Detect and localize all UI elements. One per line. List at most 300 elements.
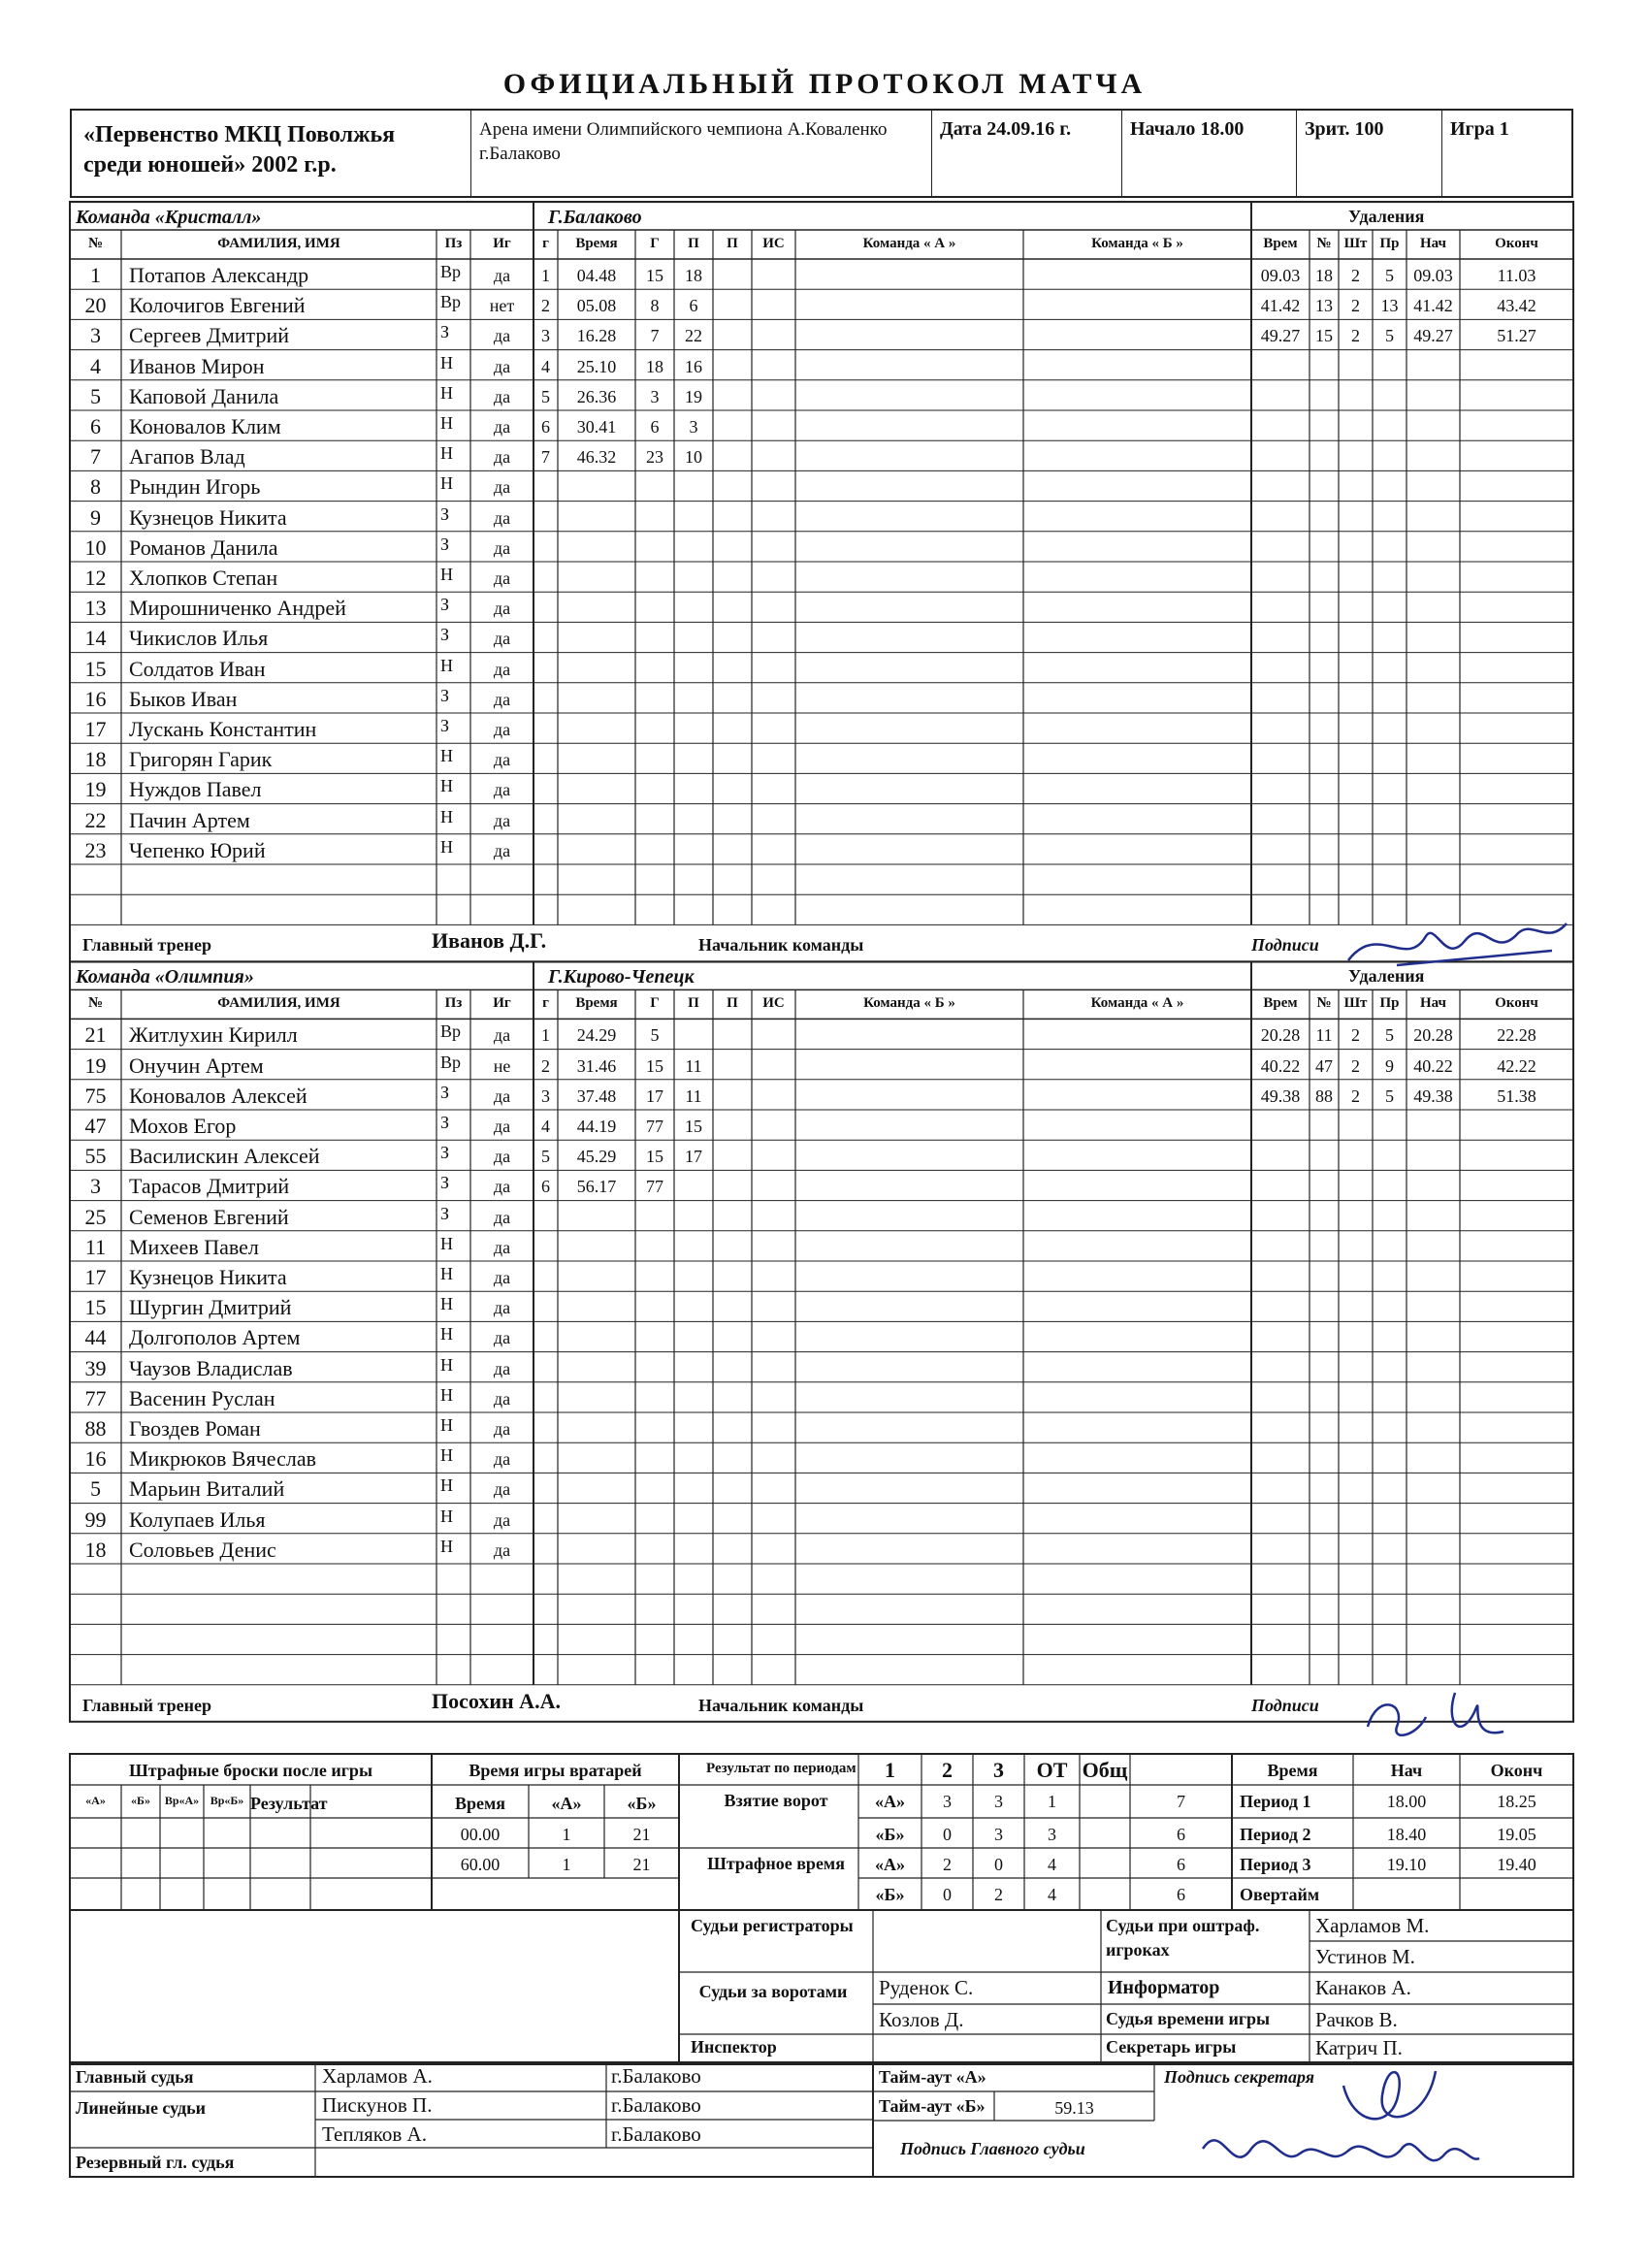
player-name: Чаузов Владислав (129, 1355, 293, 1380)
player-position: Н (440, 1445, 453, 1466)
penalty-value: 49.27 (1260, 326, 1301, 346)
player-played: да (493, 447, 511, 468)
column-header: Время (575, 236, 618, 251)
player-position: З (440, 322, 450, 342)
goal-assist: 16 (685, 356, 702, 376)
player-name: Василискин Алексей (129, 1144, 320, 1169)
column-header: г (542, 236, 549, 251)
player-played: да (493, 1207, 511, 1227)
player-name: Соловьев Денис (129, 1537, 276, 1562)
penalty-value: 20.28 (1260, 1025, 1301, 1046)
goal-time: 56.17 (576, 1177, 617, 1197)
period-end: 19.40 (1497, 1855, 1536, 1874)
player-position: Н (440, 1536, 453, 1556)
player-played: да (493, 1085, 511, 1106)
penalty-value: 41.42 (1413, 296, 1453, 316)
penalty-value: 18 (1315, 266, 1333, 285)
goalie-column: «Б» (627, 1794, 657, 1813)
player-played: да (493, 356, 511, 376)
goal-scorer: 15 (646, 1055, 663, 1076)
penalty-value: 5 (1385, 266, 1394, 285)
player-position: Вр (440, 1052, 462, 1072)
linesman: Тепляков А. (322, 2122, 427, 2146)
column-header: Врем (1263, 995, 1298, 1012)
column-header: Г (650, 995, 660, 1012)
column-header: Оконч (1495, 995, 1538, 1012)
goal-assist: 3 (689, 417, 698, 437)
goal-judge: Руденок С. (879, 1976, 974, 1999)
goal-index: 3 (541, 1085, 550, 1106)
player-name: Коновалов Клим (129, 414, 281, 438)
column-header: Врем (1263, 236, 1298, 251)
goal-scorer: 23 (646, 447, 663, 468)
player-position: З (440, 1082, 450, 1102)
secretary-signature-label: Подпись секретаря (1164, 2067, 1315, 2087)
period-start: 19.10 (1386, 1855, 1427, 1874)
manager-label: Начальник команды (698, 1695, 864, 1715)
period-start: 18.40 (1386, 1825, 1427, 1844)
goal-scorer: 15 (646, 266, 663, 285)
goal-time: 16.28 (576, 326, 617, 346)
goalie-label: Время игры вратарей (469, 1761, 642, 1780)
coach-name: Иванов Д.Г. (432, 928, 547, 954)
player-played: да (493, 537, 511, 558)
player-name: Потапов Александр (129, 263, 309, 287)
player-played: да (493, 1449, 511, 1470)
player-name: Григорян Гарик (129, 747, 273, 772)
player-position: Н (440, 836, 453, 857)
column-header: Время (575, 995, 618, 1012)
column-header: Нач (1419, 236, 1447, 251)
player-position: З (440, 1143, 450, 1163)
column-header: П (688, 236, 699, 251)
player-number: 13 (84, 596, 107, 621)
player-played: да (493, 1237, 511, 1257)
player-name: Колочигов Евгений (129, 293, 306, 318)
penalty-value: 9 (1385, 1055, 1394, 1076)
column-header: ИС (762, 236, 785, 251)
chief-referee-label: Главный судья (76, 2067, 194, 2087)
penalty-value: 20.28 (1413, 1025, 1453, 1046)
player-position: Н (440, 1415, 453, 1435)
removals-label: Удаления (1348, 966, 1425, 987)
period-column: 2 (942, 1758, 953, 1782)
player-position: Н (440, 382, 453, 403)
informer: Канаков А. (1315, 1976, 1411, 1999)
penalty-value: 49.38 (1260, 1085, 1301, 1106)
team-label: Команда «Кристалл» (76, 207, 262, 228)
game-number: Игра 1 (1450, 118, 1509, 140)
team-label: Команда «Олимпия» (76, 966, 254, 988)
goal-index: 7 (541, 447, 550, 468)
player-played: да (493, 1298, 511, 1318)
column-header: № (1316, 995, 1332, 1012)
goals-by-period-label: Взятие ворот (724, 1791, 828, 1810)
player-number: 22 (84, 807, 107, 832)
shootout-column: «Б» (131, 1794, 150, 1807)
player-played: да (493, 477, 511, 498)
player-number: 14 (84, 626, 107, 651)
player-position: Н (440, 565, 453, 584)
player-number: 88 (84, 1416, 107, 1441)
player-number: 55 (84, 1144, 107, 1169)
page-title: ОФИЦИАЛЬНЫЙ ПРОТОКОЛ МАТЧА (502, 68, 1147, 100)
goal-judges-label: Судьи за воротами (698, 1982, 848, 2001)
player-name: Микрюков Вячеслав (129, 1446, 316, 1472)
shootout-column: Вр«А» (164, 1794, 200, 1807)
goal-scorer: 77 (646, 1117, 663, 1136)
player-number: 16 (84, 686, 107, 711)
period-value: 1 (1048, 1792, 1056, 1811)
period-value: 2 (943, 1855, 952, 1874)
goal-time: 05.08 (576, 296, 617, 316)
goal-index: 6 (541, 417, 550, 437)
penalty-value: 09.03 (1413, 266, 1453, 285)
player-name: Чепенко Юрий (129, 837, 266, 862)
goal-assist: 6 (689, 296, 698, 316)
player-number: 7 (90, 444, 101, 470)
column-header: ИС (762, 995, 785, 1012)
player-name: Сергеев Дмитрий (129, 323, 289, 348)
period-column: 3 (993, 1758, 1004, 1782)
period-value: 3 (1048, 1825, 1056, 1844)
player-name: Кузнецов Никита (129, 1265, 287, 1289)
column-header: Пр (1379, 236, 1400, 251)
goal-index: 5 (541, 1147, 550, 1167)
player-name: Хлопков Степан (129, 566, 278, 590)
player-position: З (440, 534, 450, 554)
player-number: 99 (84, 1507, 107, 1532)
player-number: 5 (90, 1476, 101, 1502)
player-number: 25 (84, 1204, 107, 1229)
player-name: Кузнецов Никита (129, 504, 287, 530)
player-position: Н (440, 1294, 453, 1314)
column-header: Пр (1379, 995, 1400, 1012)
player-name: Марьин Виталий (129, 1476, 285, 1502)
penalty-box-judges-label: Судьи при оштраф. игроках (1106, 1916, 1260, 1960)
period-value: 0 (994, 1855, 1003, 1874)
timekeeper: Рачков В. (1315, 2008, 1398, 2031)
player-number: 19 (84, 1053, 107, 1078)
goal-time: 46.32 (576, 447, 617, 468)
goal-time: 31.46 (576, 1055, 617, 1076)
penalty-value: 42.22 (1497, 1055, 1536, 1076)
coach-name: Посохин А.А. (432, 1688, 561, 1713)
player-name: Семенов Евгений (129, 1204, 289, 1229)
player-name: Гвоздев Роман (129, 1416, 261, 1441)
player-played: да (493, 1268, 511, 1287)
player-played: да (493, 1328, 511, 1348)
player-number: 4 (90, 353, 101, 378)
linesmen-label: Линейные судьи (76, 2098, 207, 2118)
column-header: г (542, 995, 549, 1012)
timekeeper-label: Судья времени игры (1106, 2009, 1271, 2028)
goalie-value: 21 (632, 1855, 651, 1874)
time-column: Нач (1390, 1761, 1423, 1780)
period-value: «А» (875, 1855, 905, 1874)
player-position: Н (440, 1354, 453, 1375)
column-header: Команда « А » (862, 236, 956, 251)
player-name: Лускань Константин (129, 717, 317, 741)
goalie-value: 1 (562, 1825, 571, 1844)
column-header: Шт (1343, 995, 1368, 1012)
player-played: да (493, 507, 511, 528)
player-played: да (493, 326, 511, 346)
column-header: П (688, 995, 699, 1012)
penalty-value: 40.22 (1413, 1055, 1453, 1076)
player-played: да (493, 629, 511, 649)
player-number: 3 (90, 323, 101, 348)
player-number: 15 (84, 1295, 107, 1320)
penalty-box-judge: Устинов М. (1315, 1945, 1415, 1968)
timeout-a-label: Тайм-аут «А» (879, 2067, 986, 2087)
goal-index: 4 (541, 356, 550, 376)
goal-assist: 22 (685, 326, 702, 346)
column-header: ФАМИЛИЯ, ИМЯ (217, 995, 340, 1012)
player-played: да (493, 689, 511, 709)
player-number: 77 (84, 1385, 107, 1410)
player-name: Васенин Руслан (129, 1385, 275, 1410)
linesman-city: г.Балаково (611, 2122, 701, 2146)
player-played: да (493, 1025, 511, 1046)
player-position: З (440, 1203, 450, 1223)
timeout-b-label: Тайм-аут «Б» (879, 2096, 986, 2116)
penalty-value: 41.42 (1260, 296, 1301, 316)
column-header: Иг (493, 995, 511, 1012)
goal-scorer: 15 (646, 1147, 663, 1167)
goal-assist: 18 (685, 266, 702, 285)
chief-referee-signature (1193, 2110, 1484, 2197)
player-number: 17 (84, 717, 107, 741)
goal-index: 2 (541, 1055, 550, 1076)
goal-time: 26.36 (576, 386, 617, 406)
goalie-value: 21 (632, 1825, 651, 1844)
penalty-value: 5 (1385, 1025, 1394, 1046)
player-played: да (493, 1147, 511, 1167)
player-position: Н (440, 1384, 453, 1405)
goalie-value: 1 (562, 1855, 571, 1874)
period-value: 6 (1177, 1885, 1185, 1904)
player-name: Пачин Артем (129, 807, 250, 832)
player-name: Рындин Игорь (129, 474, 261, 500)
signatures-label: Подписи (1251, 1695, 1319, 1715)
goalie-value: 00.00 (460, 1825, 501, 1844)
period-column: Общ (1082, 1758, 1128, 1782)
player-played: да (493, 1509, 511, 1530)
column-header: Г (650, 236, 660, 251)
player-number: 11 (84, 1234, 107, 1259)
player-name: Колупаев Илья (129, 1507, 266, 1532)
player-number: 75 (84, 1083, 107, 1108)
player-position: Н (440, 655, 453, 675)
goal-time: 37.48 (576, 1085, 617, 1106)
coach-label: Главный тренер (82, 935, 211, 956)
player-played: да (493, 659, 511, 679)
period-value: 7 (1177, 1792, 1185, 1811)
player-position: Н (440, 1475, 453, 1496)
coach-label: Главный тренер (82, 1695, 211, 1715)
goal-scorer: 6 (650, 417, 660, 437)
period-column: 1 (885, 1758, 895, 1782)
player-position: Н (440, 443, 453, 464)
player-number: 10 (84, 535, 107, 560)
team-city: Г.Балаково (548, 207, 642, 228)
player-number: 3 (90, 1174, 101, 1199)
period-value: 4 (1048, 1855, 1056, 1874)
period-value: 3 (994, 1825, 1003, 1844)
column-header: ФАМИЛИЯ, ИМЯ (217, 236, 340, 251)
player-position: Н (440, 1506, 453, 1526)
player-number: 12 (84, 566, 107, 590)
penalty-value: 2 (1351, 296, 1360, 316)
period-end: 18.25 (1497, 1792, 1536, 1811)
period-start: 18.00 (1386, 1792, 1427, 1811)
player-number: 21 (84, 1022, 107, 1048)
player-position: Н (440, 1233, 453, 1253)
goalie-column: «А» (551, 1794, 582, 1813)
goal-assist: 11 (685, 1055, 702, 1076)
goal-scorer: 5 (650, 1025, 660, 1046)
goal-index: 4 (541, 1117, 550, 1136)
column-header: П (727, 236, 738, 251)
player-number: 23 (84, 837, 107, 862)
player-name: Мирошниченко Андрей (129, 596, 346, 621)
shootout-column: «А» (85, 1794, 106, 1807)
column-header: Шт (1343, 236, 1368, 251)
player-position: З (440, 1113, 450, 1132)
period-name: Период 3 (1240, 1855, 1311, 1874)
column-header: Оконч (1495, 236, 1538, 251)
player-played: нет (489, 296, 515, 316)
chief-referee: Харламов А. (322, 2064, 433, 2088)
penalty-value: 43.42 (1497, 296, 1536, 316)
penalty-value: 22.28 (1497, 1025, 1536, 1046)
periods-label: Результат по периодам (706, 1761, 857, 1776)
column-header: Пз (444, 236, 463, 251)
player-played: да (493, 840, 511, 860)
player-name: Быков Иван (129, 686, 238, 711)
goal-index: 5 (541, 386, 550, 406)
player-position: Н (440, 413, 453, 433)
goal-scorer: 17 (646, 1085, 663, 1106)
reserve-referee-label: Резервный гл. судья (76, 2153, 235, 2172)
secretary-label: Секретарь игры (1106, 2037, 1237, 2057)
player-number: 44 (84, 1325, 107, 1350)
goal-scorer: 18 (646, 356, 663, 376)
goal-index: 1 (541, 1025, 550, 1046)
goalie-value: 60.00 (460, 1855, 501, 1874)
penalty-value: 13 (1315, 296, 1333, 316)
player-played: да (493, 720, 511, 739)
player-played: да (493, 750, 511, 770)
player-number: 17 (84, 1265, 107, 1289)
player-number: 6 (90, 414, 101, 438)
penalty-time-label: Штрафное время (707, 1854, 845, 1873)
column-header: Команда « Б » (1091, 236, 1183, 251)
player-played: не (493, 1055, 511, 1076)
player-position: Вр (440, 262, 462, 281)
player-number: 20 (84, 293, 107, 318)
player-played: да (493, 1388, 511, 1409)
arena: Арена имени Олимпийского чемпиона А.Коваленко г.Балаково (471, 111, 932, 196)
period-name: Овертайм (1240, 1885, 1320, 1904)
player-name: Шургин Дмитрий (129, 1295, 292, 1320)
penalty-value: 88 (1315, 1085, 1333, 1106)
player-position: Н (440, 776, 453, 796)
goal-index: 6 (541, 1177, 550, 1197)
player-position: Вр (440, 292, 462, 312)
penalty-value: 5 (1385, 326, 1394, 346)
column-header: Команда « Б » (863, 995, 955, 1012)
player-name: Солдатов Иван (129, 656, 266, 681)
player-played: да (493, 780, 511, 800)
player-name: Агапов Влад (129, 444, 245, 470)
linesman-city: г.Балаково (611, 2093, 701, 2117)
time-column: Время (1267, 1761, 1318, 1780)
player-number: 5 (90, 383, 101, 408)
goal-judge: Козлов Д. (879, 2008, 964, 2031)
penalty-value: 49.38 (1413, 1085, 1453, 1106)
period-value: «Б» (875, 1825, 905, 1844)
period-value: 0 (943, 1885, 952, 1904)
penalty-value: 09.03 (1260, 266, 1301, 285)
period-column: ОТ (1036, 1758, 1068, 1782)
player-number: 8 (90, 474, 101, 500)
player-position: Н (440, 473, 453, 494)
column-header: № (87, 995, 104, 1012)
chief-referee-city: г.Балаково (611, 2064, 701, 2088)
player-position: З (440, 595, 450, 615)
player-number: 39 (84, 1355, 107, 1380)
goalie-column: Время (454, 1794, 505, 1813)
time-column: Оконч (1490, 1761, 1543, 1780)
player-number: 19 (84, 777, 107, 802)
period-name: Период 2 (1240, 1825, 1311, 1844)
player-name: Коновалов Алексей (129, 1083, 307, 1108)
player-played: да (493, 266, 511, 285)
player-position: З (440, 625, 450, 645)
goal-index: 1 (541, 266, 550, 285)
player-number: 18 (84, 747, 107, 772)
player-number: 18 (84, 1537, 107, 1562)
player-played: да (493, 1419, 511, 1439)
player-name: Чикислов Илья (129, 626, 269, 651)
player-position: Н (440, 1264, 453, 1283)
goal-scorer: 8 (650, 296, 660, 316)
signatures-label: Подписи (1251, 935, 1319, 956)
shootout-column: Результат (250, 1794, 328, 1813)
coach-signature-b (1348, 1683, 1533, 1751)
penalty-value: 2 (1351, 1085, 1360, 1106)
penalty-value: 2 (1351, 266, 1360, 285)
player-number: 47 (84, 1114, 107, 1138)
player-name: Романов Данила (129, 535, 278, 560)
player-number: 15 (84, 656, 107, 681)
period-value: 0 (943, 1825, 952, 1844)
goal-time: 04.48 (576, 266, 617, 285)
chief-signature-label: Подпись Главного судьи (900, 2139, 1085, 2158)
player-name: Михеев Павел (129, 1234, 259, 1259)
player-played: да (493, 1177, 511, 1197)
goal-time: 45.29 (576, 1147, 617, 1167)
player-name: Нуждов Павел (129, 777, 262, 802)
player-number: 9 (90, 504, 101, 530)
goal-index: 3 (541, 326, 550, 346)
player-name: Долгополов Артем (129, 1325, 301, 1350)
player-number: 16 (84, 1446, 107, 1472)
goal-scorer: 77 (646, 1177, 663, 1197)
penalty-value: 51.38 (1497, 1085, 1536, 1106)
